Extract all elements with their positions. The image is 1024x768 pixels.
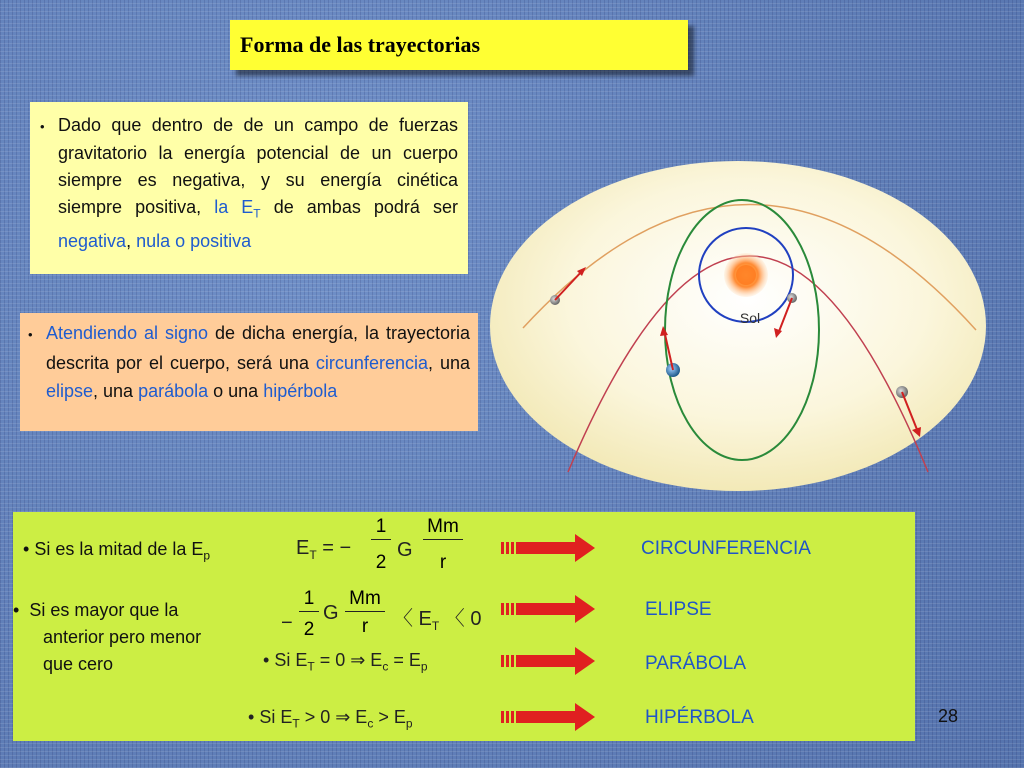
formula-sub: c (367, 716, 374, 731)
condition-line: anterior pero menor (43, 627, 202, 647)
sign-part: Atendiendo al signo (46, 323, 209, 343)
formula-sub: T (307, 659, 315, 674)
formula-sub: p (405, 716, 413, 731)
result-arrow-icon (501, 703, 597, 731)
sun-label: Sol (739, 310, 761, 326)
sign-part: o una (208, 381, 264, 401)
fraction-line (423, 539, 463, 540)
formula-part: 〈 E (393, 608, 432, 630)
fraction-denominator: r (361, 616, 369, 637)
orbit-diagram (488, 160, 988, 505)
bullet-icon: • (263, 650, 270, 670)
condition-sub: p (203, 548, 211, 563)
energy-explanation-text (40, 112, 458, 255)
bullet-icon: • (40, 119, 45, 134)
formula-sub: p (420, 659, 428, 674)
condition-ellipse-text (13, 597, 255, 678)
fraction-denominator: 2 (303, 619, 315, 640)
fraction-line (299, 611, 319, 612)
title-banner (230, 20, 688, 70)
result-arrow-icon (501, 595, 597, 623)
trajectory-sign-text (28, 319, 470, 405)
sign-part: hipérbola (263, 381, 338, 401)
fraction-numerator: Mm (427, 516, 459, 537)
formula-part: = E (388, 650, 421, 670)
sign-part: , una (427, 353, 470, 373)
condition-line: que cero (43, 654, 114, 674)
result-parabola: PARÁBOLA (645, 653, 747, 674)
formula-part: = − (322, 537, 352, 559)
fraction-numerator: 1 (303, 588, 315, 609)
explanation-part: Dado que dentro de de un campo de fuerzas gravitatorio la energía potencial de un cuerpo siempre es negativa, y su energía cinética siempre positiva, (58, 115, 458, 217)
result-arrow-icon (501, 534, 597, 562)
formula-circle-lhs (296, 537, 351, 562)
result-arrow-icon (501, 647, 597, 675)
sign-part: , una (93, 381, 139, 401)
sign-part: circunferencia (315, 353, 428, 373)
energy-explanation-box (30, 102, 468, 274)
formula-part: > 0 ⇒ E (299, 707, 368, 727)
explanation-sub: T (253, 206, 261, 221)
result-elipse: ELIPSE (645, 599, 712, 620)
condition-hyperbola-formula (248, 707, 413, 731)
sign-part: parábola (138, 381, 209, 401)
sign-part: de dicha energía, la trayectoria descrita por el cuerpo, será una (46, 323, 470, 373)
formula-part: 〈 0 (439, 608, 482, 630)
sign-part: elipse (46, 381, 94, 401)
formula-minus: − (281, 612, 293, 634)
result-hiperbola: HIPÉRBOLA (645, 707, 754, 728)
bullet-icon: • (23, 539, 30, 559)
bullet-icon: • (248, 707, 255, 727)
formula-sub: T (292, 716, 300, 731)
condition-part: Si es mayor que la (29, 600, 179, 620)
formula-part: E (296, 537, 310, 559)
condition-line (13, 597, 255, 624)
formula-sub: T (431, 619, 440, 633)
condition-part: Si es la mitad de la E (34, 539, 204, 559)
bullet-icon: • (13, 600, 20, 620)
explanation-part: nula o positiva (136, 230, 252, 251)
fraction-line (371, 539, 391, 540)
explanation-part: la E (214, 197, 254, 217)
diagram-background (490, 161, 986, 491)
conditions-box (13, 512, 915, 741)
slide-title: Forma de las trayectorias (240, 32, 481, 57)
fraction-denominator: r (439, 552, 447, 573)
gravity-constant: G (323, 602, 339, 624)
formula-part: = 0 ⇒ E (314, 650, 383, 670)
condition-circle-text (23, 539, 210, 563)
explanation-part: negativa (58, 230, 127, 251)
explanation-part: de ambas podrá ser (260, 197, 459, 217)
sun-core (736, 265, 756, 285)
formula-sub: T (309, 548, 317, 562)
formula-part: > E (373, 707, 406, 727)
trajectory-sign-box (20, 313, 478, 431)
fraction-numerator: Mm (349, 588, 381, 609)
formula-part: Si E (274, 650, 308, 670)
page-number: 28 (938, 706, 959, 726)
fraction-numerator: 1 (375, 516, 387, 537)
formula-sub: c (382, 659, 389, 674)
formula-ellipse-inequality (393, 602, 482, 633)
result-circunferencia: CIRCUNFERENCIA (641, 538, 811, 559)
explanation-part: , (126, 230, 137, 251)
fraction-denominator: 2 (375, 552, 387, 573)
fraction-line (345, 611, 385, 612)
bullet-icon: • (28, 327, 33, 342)
gravity-constant: G (397, 539, 413, 561)
condition-parabola-formula (263, 650, 428, 674)
formula-part: Si E (259, 707, 293, 727)
